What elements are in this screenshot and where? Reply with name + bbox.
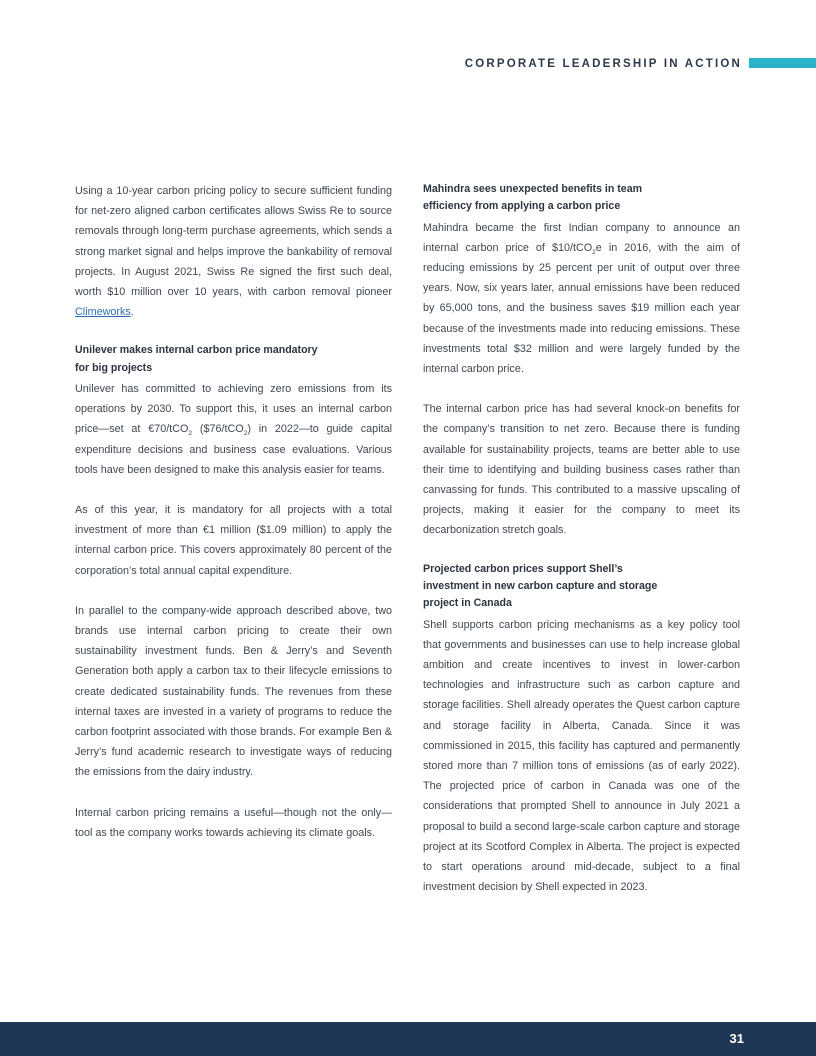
swiss-re-text: Using a 10-year carbon pricing policy to secure sufficient funding for net-zero aligned carbon certificates allows Swiss Re to source removals through long-term purchase agreements, which sends a strong market signal and helps improve the bankability of removal projects. In August 2021, Swiss Re signed the first such deal, worth $10 million over 10 years, with carbon removal pioneer — [75, 185, 392, 299]
mahindra-heading-line1: Mahindra sees unexpected benefits in team — [423, 183, 643, 195]
unilever-text-b: ($76/tCO — [192, 423, 244, 436]
swiss-re-paragraph — [75, 181, 392, 322]
left-column — [75, 181, 392, 843]
unilever-text-a: Unilever has committed to achieving zero emissions from its operations by 2030. To support this, it uses an internal carbon price—set at €70/tCO — [75, 383, 392, 436]
mahindra-text-b: e in 2016, with the aim of reducing emissions by 25 percent per unit of output over three years. Now, six years later, annual emissions have been reduced by 65,000 tons, and the business saves $19 million each year because of the investments made into reducing emissions. These investments total $32 million and were largely funded by the internal carbon price. — [423, 241, 740, 376]
shell-heading-line1: Projected carbon prices support Shell’s — [423, 562, 623, 575]
co2-subscript: 2 — [188, 430, 193, 438]
unilever-paragraph-3: In parallel to the company-wide approach described above, two brands use internal carbon pricing to create their own sustainability investment funds. Ben & Jerry’s and Seventh Generation both apply a carbon tax to their lifecycle emissions to create dedicated sustainability funds. The revenues from these internal taxes are invested in a variety of programs to reduce the carbon footprint associated with those brands. For example Ben & Jerry’s fund academic research to investigate ways of reducing the emissions from the dairy industry. — [75, 604, 392, 779]
unilever-heading-line1: Unilever makes internal carbon price mandatory — [75, 344, 318, 357]
running-header: CORPORATE LEADERSHIP IN ACTION — [464, 58, 742, 70]
footer-bar — [0, 1022, 816, 1056]
unilever-heading-line2: for big projects — [75, 361, 153, 374]
unilever-paragraph-1 — [75, 379, 392, 480]
co2-subscript: 2 — [592, 248, 596, 256]
mahindra-paragraph-1 — [423, 218, 740, 380]
unilever-text-c: ) in 2022—to guide capital expenditure decisions and business case evaluations. Various tools have been designed to make this analysis easier for teams. — [75, 423, 392, 476]
shell-paragraph: Shell supports carbon pricing mechanisms as a key policy tool that governments and businesses can use to help increase global ambition and create incentives to invest in lower-carbon technologies and infrastructure such as carbon capture and storage facilities. Shell already operates the Quest carbon capture and storage facility in Alberta, Canada. Since it was commissioned in 2015, this facility has captured and permanently stored more than 7 million tons of emissions (as of early 2022). The projected price of carbon in Canada was one of the considerations that prompted Shell to announce in July 2021 a proposal to build a second large-scale carbon capture and storage project at its Scotford Complex in Alberta. The project is expected to start operations around mid-decade, subject to a final investment decision by Shell expected in 2023. — [423, 618, 740, 894]
page-number: 31 — [729, 1031, 744, 1046]
unilever-heading — [75, 342, 392, 377]
mahindra-paragraph-2: The internal carbon price has had several knock-on benefits for the company’s transition to net zero. Because there is funding available for sustainability projects, teams are better able to use their time to identifying and building business cases rather than canvassing for funds. This contributed to a massive upscaling of projects, making it easier for the company to meet its decarbonization stretch goals. — [423, 403, 740, 537]
unilever-paragraph-2: As of this year, it is mandatory for all projects with a total investment of more than €1 million ($1.09 million) to apply the internal carbon price. This covers approximately 80 percent of the corporation’s total annual capital expenditure. — [75, 504, 392, 577]
mahindra-heading-line2: efficiency from applying a carbon price — [423, 200, 621, 213]
shell-heading-line3: project in Canada — [423, 597, 512, 610]
mahindra-text-a: Mahindra became the first Indian company to announce an internal carbon price of $10/tCO — [423, 221, 740, 254]
right-column — [423, 181, 740, 897]
swiss-re-text-end: . — [130, 306, 134, 319]
climeworks-link[interactable]: Climeworks — [75, 306, 131, 319]
unilever-paragraph-4: Internal carbon pricing remains a useful—though not the only—tool as the company works towards achieving its climate goals. — [75, 806, 392, 839]
co2-subscript: 2 — [243, 430, 248, 438]
shell-heading-line2: investment in new carbon capture and storage — [423, 579, 658, 592]
mahindra-heading — [423, 181, 740, 216]
shell-heading — [423, 561, 740, 613]
header-accent-bar — [749, 58, 816, 68]
